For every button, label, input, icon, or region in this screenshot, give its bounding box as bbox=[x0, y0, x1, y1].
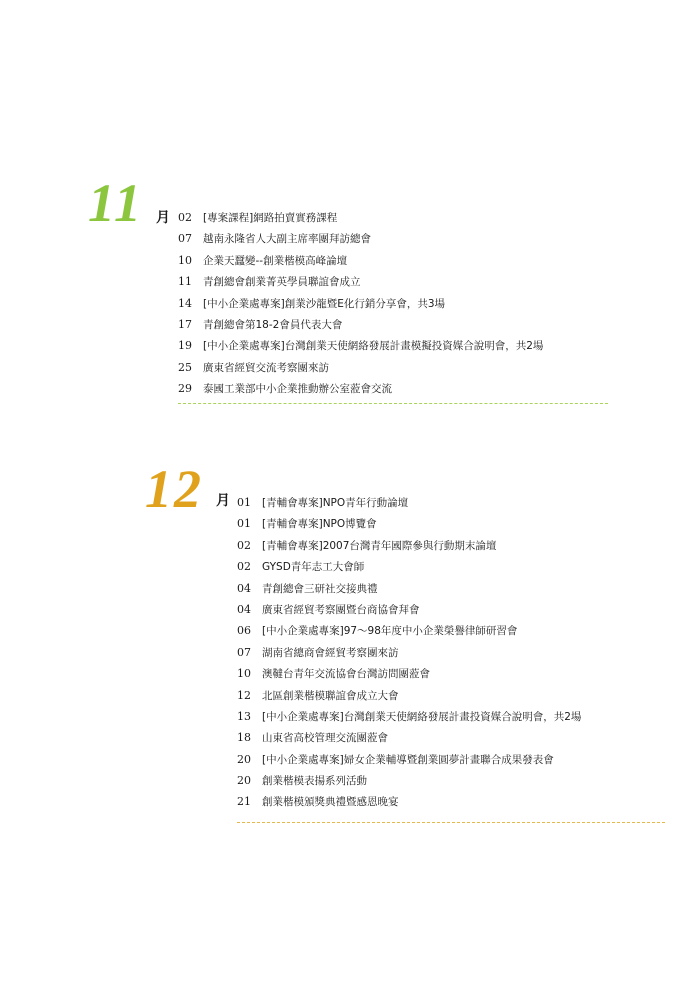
list-item bbox=[237, 791, 581, 812]
event-day: 06 bbox=[237, 624, 251, 638]
list-item bbox=[237, 770, 581, 791]
list-item bbox=[237, 749, 581, 770]
event-day: 11 bbox=[178, 275, 192, 289]
list-item bbox=[178, 378, 543, 399]
event-text: [中小企業處專案]創業沙龍暨E化行銷分享會，共3場 bbox=[203, 297, 446, 310]
event-text: 北區創業楷模聯誼會成立大會 bbox=[262, 689, 399, 702]
event-day: 02 bbox=[237, 560, 251, 574]
month-number: 11 bbox=[88, 173, 144, 233]
month-unit: 月 bbox=[216, 493, 230, 509]
event-text: 企業天蠶變--創業楷模高峰論壇 bbox=[203, 254, 348, 267]
event-text: 創業楷模頒獎典禮暨感恩晚宴 bbox=[262, 796, 399, 809]
list-item bbox=[237, 727, 581, 748]
event-text: [中小企業處專案]婦女企業輔導暨創業圓夢計畫聯合成果發表會 bbox=[262, 753, 554, 766]
list-item bbox=[237, 535, 581, 556]
event-day: 25 bbox=[178, 360, 192, 374]
event-day: 04 bbox=[237, 581, 251, 595]
list-item bbox=[178, 357, 543, 378]
list-item bbox=[237, 492, 581, 513]
list-item bbox=[178, 207, 543, 228]
list-item bbox=[178, 271, 543, 292]
event-text: 青創總會三研社交接典禮 bbox=[262, 582, 378, 595]
month-unit: 月 bbox=[156, 210, 170, 226]
event-day: 07 bbox=[237, 645, 251, 659]
event-text: 創業楷模表揚系列活動 bbox=[262, 775, 367, 788]
list-item bbox=[237, 706, 581, 727]
event-day: 29 bbox=[178, 382, 192, 396]
event-text: 廣東省經貿考察團暨台商協會拜會 bbox=[262, 603, 420, 616]
event-day: 19 bbox=[178, 339, 192, 353]
event-text: 青創總會第18-2會員代表大會 bbox=[203, 318, 343, 331]
event-text: [專案課程]網路拍賣實務課程 bbox=[203, 212, 338, 224]
list-item bbox=[237, 513, 581, 534]
list-item bbox=[237, 663, 581, 684]
event-text: [中小企業處專案]台灣創業天使網絡發展計畫投資媒合說明會，共2場 bbox=[262, 710, 582, 723]
event-text: 山東省高校管理交流團蒞會 bbox=[262, 732, 388, 745]
event-text: [中小企業處專案]台灣創業天使網絡發展計畫模擬投資媒合說明會，共2場 bbox=[203, 340, 544, 353]
event-list bbox=[178, 207, 543, 400]
event-day: 20 bbox=[237, 774, 251, 788]
event-text: 湖南省總商會經貿考察團來訪 bbox=[262, 646, 399, 659]
section-divider bbox=[237, 822, 665, 823]
event-day: 01 bbox=[237, 496, 251, 509]
event-day: 17 bbox=[178, 317, 192, 331]
event-day: 02 bbox=[237, 538, 251, 552]
event-day: 01 bbox=[237, 517, 251, 531]
list-item bbox=[178, 228, 543, 249]
event-text: 越南永隆省人大副主席率團拜訪總會 bbox=[203, 233, 371, 246]
event-day: 04 bbox=[237, 602, 251, 616]
event-text: GYSD青年志工大會師 bbox=[262, 561, 365, 574]
list-item bbox=[178, 293, 543, 314]
event-day: 14 bbox=[178, 296, 192, 310]
list-item bbox=[237, 620, 581, 641]
list-item bbox=[237, 642, 581, 663]
list-item bbox=[237, 556, 581, 577]
event-day: 12 bbox=[237, 688, 251, 702]
event-list bbox=[237, 492, 581, 813]
event-text: [青輔會專案]NPO博覽會 bbox=[262, 518, 377, 531]
list-item bbox=[178, 250, 543, 271]
list-item bbox=[237, 599, 581, 620]
list-item bbox=[237, 578, 581, 599]
event-day: 18 bbox=[237, 731, 251, 745]
event-text: 廣東省經貿交流考察團來訪 bbox=[203, 361, 329, 374]
month-number: 12 bbox=[145, 459, 203, 519]
event-day: 20 bbox=[237, 752, 251, 766]
event-text: 澳韃台青年交流協會台灣訪問團蒞會 bbox=[262, 668, 430, 681]
event-day: 10 bbox=[237, 667, 251, 681]
list-item bbox=[237, 685, 581, 706]
event-day: 10 bbox=[178, 253, 192, 267]
list-item bbox=[178, 335, 543, 356]
event-text: 泰國工業部中小企業推動辦公室蒞會交流 bbox=[203, 383, 392, 396]
event-day: 07 bbox=[178, 232, 192, 246]
event-text: [中小企業處專案]97～98年度中小企業榮譽律師研習會 bbox=[262, 625, 518, 638]
section-divider bbox=[178, 403, 608, 404]
event-day: 21 bbox=[237, 795, 251, 809]
list-item bbox=[178, 314, 543, 335]
event-day: 13 bbox=[237, 709, 251, 723]
event-text: 青創總會創業菁英學員聯誼會成立 bbox=[203, 276, 361, 289]
event-day: 02 bbox=[178, 211, 192, 224]
event-text: [青輔會專案]NPO青年行動論壇 bbox=[262, 497, 409, 509]
event-text: [青輔會專案]2007台灣青年國際參與行動期末論壇 bbox=[262, 539, 497, 552]
